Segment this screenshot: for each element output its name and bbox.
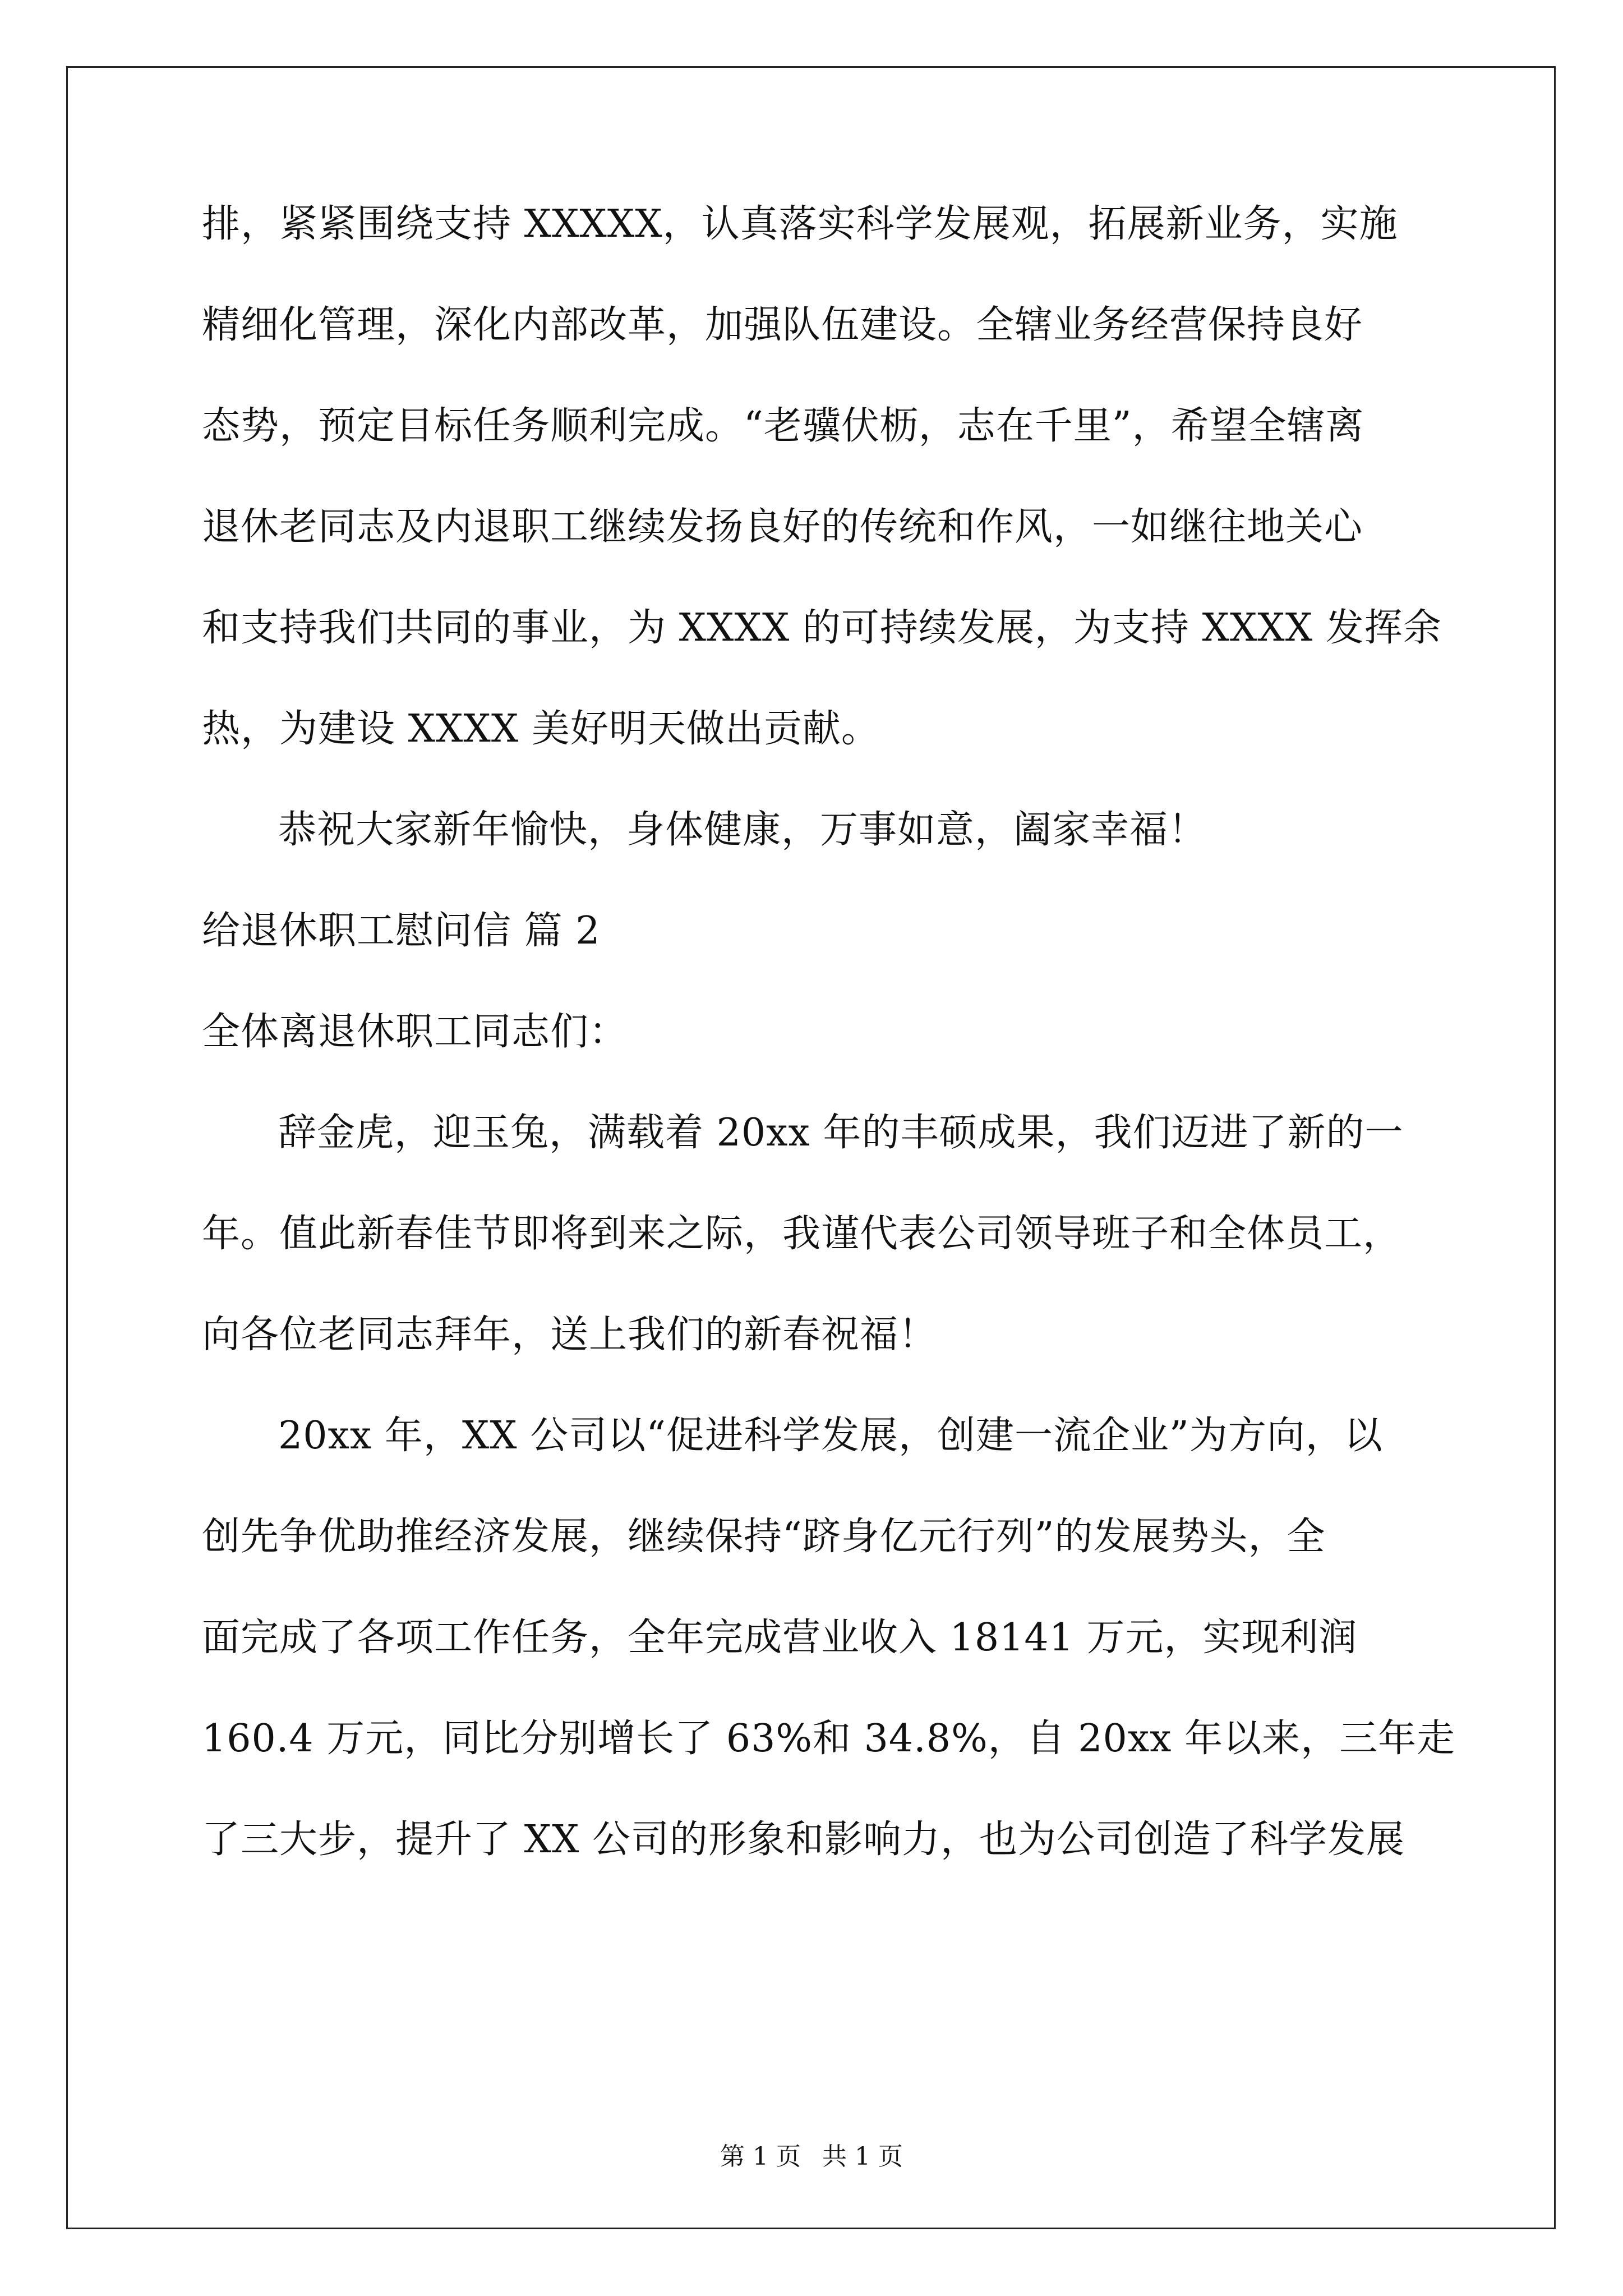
text-line: 年。值此新春佳节即将到来之际，我谨代表公司领导班子和全体员工， [202, 1212, 1402, 1256]
page-footer [0, 2140, 1623, 2174]
text-line: 面完成了各项工作任务，全年完成营业收入 18141 万元，实现利润 [202, 1616, 1358, 1660]
text-line: 20xx 年，XX 公司以“促进科学发展，创建一流企业”为方向，以 [278, 1414, 1383, 1458]
text-line: 和支持我们共同的事业，为 XXXX 的可持续发展，为支持 XXXX 发挥余 [202, 606, 1442, 650]
text-line: 恭祝大家新年愉快，身体健康，万事如意，阖家幸福！ [278, 808, 1207, 852]
text-line: 了三大步，提升了 XX 公司的形象和影响力，也为公司创造了科学发展 [202, 1818, 1405, 1862]
text-line: 退休老同志及内退职工继续发扬良好的传统和作风，一如继往地关心 [202, 505, 1363, 549]
page-number: 第 1 页 [720, 2142, 801, 2171]
text-line: 态势，预定目标任务顺利完成。“老骥伏枥，志在千里”，希望全辖离 [202, 404, 1364, 448]
text-line: 辞金虎，迎玉兔，满载着 20xx 年的丰硕成果，我们迈进了新的一 [278, 1111, 1404, 1155]
salutation: 全体离退休职工同志们： [202, 1010, 628, 1054]
text-line: 排，紧紧围绕支持 XXXXX，认真落实科学发展观，拓展新业务，实施 [202, 202, 1398, 246]
text-line: 热，为建设 XXXX 美好明天做出贡献。 [202, 707, 880, 751]
text-line: 创先争优助推经济发展，继续保持“跻身亿元行列”的发展势头，全 [202, 1515, 1326, 1559]
text-line: 160.4 万元，同比分别增长了 63%和 34.8%，自 20xx 年以来，三年走 [202, 1717, 1456, 1761]
text-line: 向各位老同志拜年，送上我们的新春祝福！ [202, 1313, 938, 1357]
page-total: 共 1 页 [822, 2142, 903, 2171]
section-heading: 给退休职工慰问信 篇 2 [202, 909, 601, 953]
text-line: 精细化管理，深化内部改革，加强队伍建设。全辖业务经营保持良好 [202, 303, 1363, 347]
